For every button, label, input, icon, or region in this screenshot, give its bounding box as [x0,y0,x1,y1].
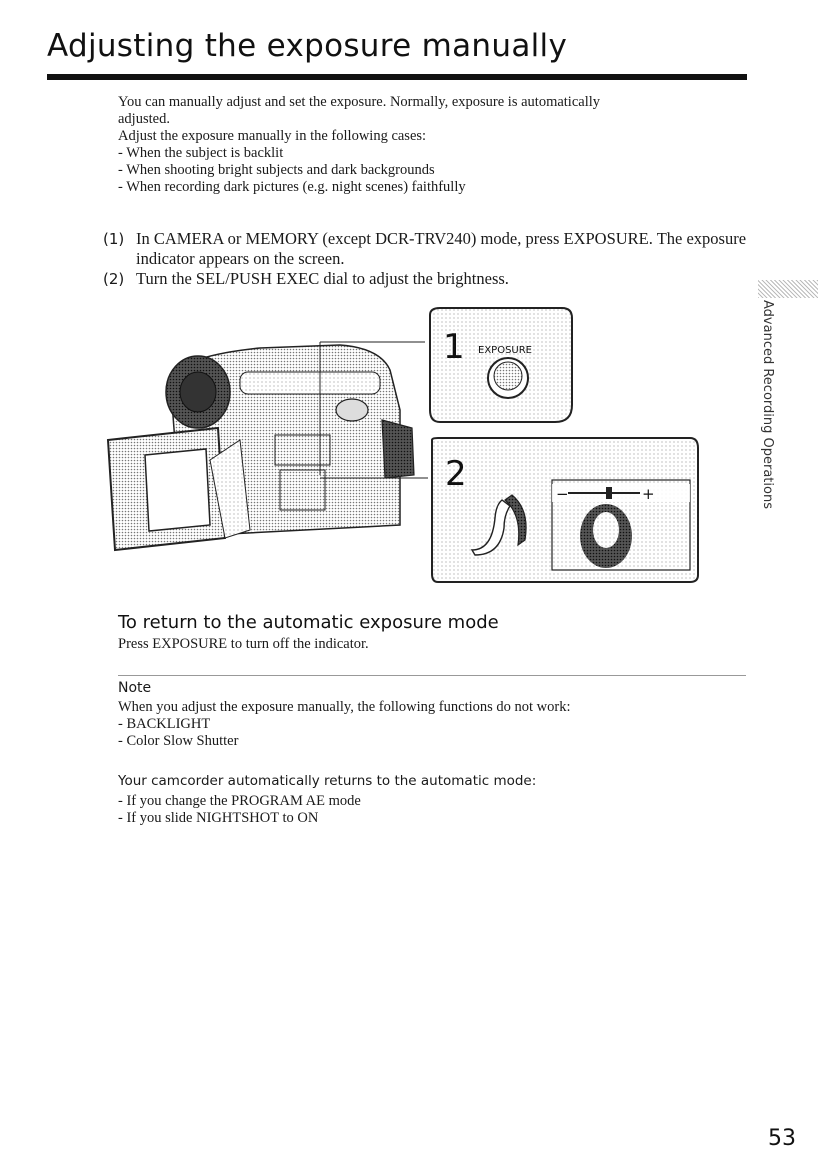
section-tab-marker [758,280,818,298]
camcorder-illustration [100,300,700,590]
section-side-label-text: Advanced Recording Operations [760,300,775,509]
note-heading: Note [118,680,152,696]
note-divider [118,675,746,676]
indicator-minus: − [556,485,569,503]
step-text: In CAMERA or MEMORY (except DCR-TRV240) mode, press EXPOSURE. The exposure indicator appears on the screen. [136,229,747,268]
intro-line: adjusted. [118,111,170,127]
exposure-indicator-marker [606,487,612,499]
intro-line: - When the subject is backlit [118,145,284,161]
note-line: When you adjust the exposure manually, the following functions do not work: [118,699,571,715]
step-number: (1) [103,230,125,248]
auto-mode-heading: Your camcorder automatically returns to the automatic mode: [118,773,537,789]
note-line: - Color Slow Shutter [118,733,239,749]
intro-line: Adjust the exposure manually in the following cases: [118,128,427,144]
camcorder-body [108,345,414,550]
intro-line: You can manually adjust and set the exposure. Normally, exposure is automatically [118,94,601,110]
intro-line: - When recording dark pictures (e.g. night scenes) faithfully [118,179,466,195]
section-side-label [760,300,780,520]
auto-mode-line: - If you slide NIGHTSHOT to ON [118,810,319,826]
callout-exposure-button [430,308,572,422]
return-section-text: Press EXPOSURE to turn off the indicator. [118,636,369,652]
return-section-heading: To return to the automatic exposure mode [118,612,499,633]
intro-line: - When shooting bright subjects and dark backgrounds [118,162,435,178]
step-2 [103,269,763,289]
callout-dial-and-screen [432,438,698,582]
step-1 [103,229,763,269]
page-title: Adjusting the exposure manually [47,28,568,64]
callout-2-number: 2 [445,454,467,494]
exposure-button-label: EXPOSURE [478,345,533,356]
note-body [118,699,748,750]
auto-mode-body [118,793,361,827]
step-number: (2) [103,270,125,288]
page-number: 53 [768,1126,796,1151]
intro-paragraph [118,94,738,196]
title-rule [47,74,747,80]
indicator-plus: + [642,485,655,503]
callout-1-number: 1 [443,327,465,367]
note-line: - BACKLIGHT [118,716,211,732]
step-text: Turn the SEL/PUSH EXEC dial to adjust the brightness. [136,269,509,288]
steps-list [103,229,763,289]
auto-mode-line: - If you change the PROGRAM AE mode [118,793,361,809]
